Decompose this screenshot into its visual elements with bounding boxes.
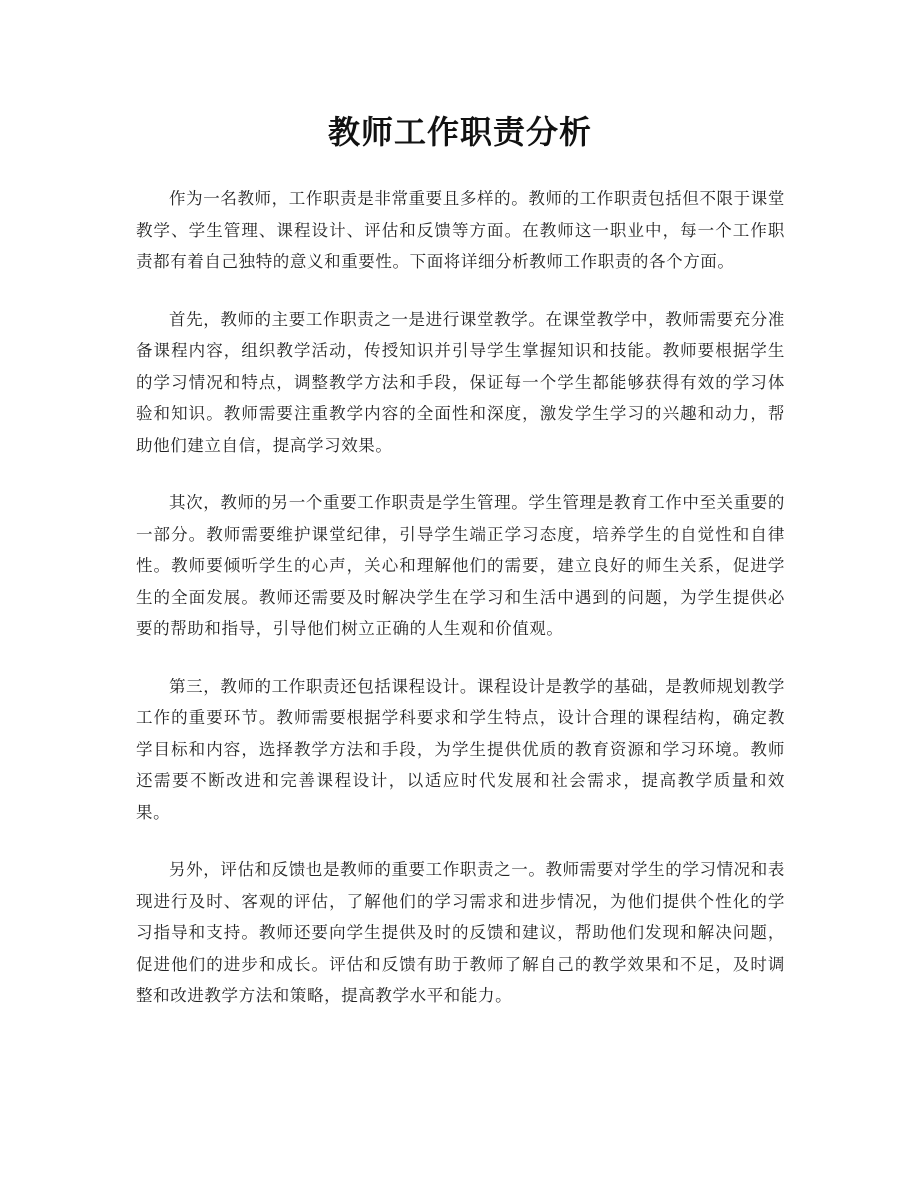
paragraph-intro: 作为一名教师，工作职责是非常重要且多样的。教师的工作职责包括但不限于课堂教学、学生管理、课程设计、评估和反馈等方面。在教师这一职业中，每一个工作职责都有着自己独特的意义和重要性。下面将详细分析教师工作职责的各个方面。 — [136, 189, 785, 271]
document-title: 教师工作职责分析 — [327, 113, 592, 151]
paragraph-student-management: 其次，教师的另一个重要工作职责是学生管理。学生管理是教育工作中至关重要的一部分。教师需要维护课堂纪律，引导学生端正学习态度，培养学生的自觉性和自律性。教师要倾听学生的心声，关心和理解他们的需要，建立良好的师生关系，促进学生的全面发展。教师还需要及时解决学生在学习和生活中遇到的问题，为学生提供必要的帮助和指导，引导他们树立正确的人生观和价值观。 — [136, 493, 785, 638]
paragraph-assessment-feedback: 另外，评估和反馈也是教师的重要工作职责之一。教师需要对学生的学习情况和表现进行及时、客观的评估，了解他们的学习需求和进步情况，为他们提供个性化的学习指导和支持。教师还要向学生提供及时的反馈和建议，帮助他们发现和解决问题，促进他们的进步和成长。评估和反馈有助于教师了解自己的教学效果和不足，及时调整和改进教学方法和策略，提高教学水平和能力。 — [136, 860, 785, 1005]
document-body — [136, 183, 785, 1038]
paragraph-classroom-teaching: 首先，教师的主要工作职责之一是进行课堂教学。在课堂教学中，教师需要充分准备课程内容，组织教学活动，传授知识并引导学生掌握知识和技能。教师要根据学生的学习情况和特点，调整教学方法和手段，保证每一个学生都能够获得有效的学习体验和知识。教师需要注重教学内容的全面性和深度，激发学生学习的兴趣和动力，帮助他们建立自信，提高学习效果。 — [136, 309, 785, 455]
paragraph-course-design: 第三，教师的工作职责还包括课程设计。课程设计是教学的基础，是教师规划教学工作的重要环节。教师需要根据学科要求和学生特点，设计合理的课程结构，确定教学目标和内容，选择教学方法和手段，为学生提供优质的教育资源和学习环境。教师还需要不断改进和完善课程设计，以适应时代发展和社会需求，提高教学质量和效果。 — [136, 676, 785, 822]
